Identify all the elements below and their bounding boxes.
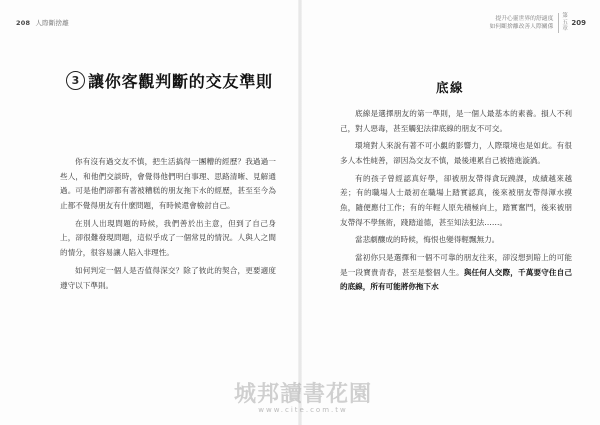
right-header-line-2: 如何斷捨離改善人際關係: [489, 23, 554, 30]
right-page-number: 209: [571, 18, 586, 27]
right-header-line-1: 提升心靈世界的舒適度: [495, 15, 554, 22]
right-header-part: 第五章: [558, 13, 567, 33]
right-page-header: [490, 13, 586, 33]
left-paragraph-1: 你有沒有過交友不慎，把生活搞得一團糟的經歷？我過過一些人，和他們交談時，會覺得他們明白事理、思路清晰、見解通過。可是他們卻都有著被糟糕的朋友拖下水的經歷，甚至至今為止都不覺得朋友有什麼問題，有時候還會檢討自己。: [60, 157, 276, 210]
right-paragraph-5: [340, 251, 572, 295]
right-paragraph-5-text: 當初你只是選擇和一個不可靠的朋友往來，卻沒想到賠上的可能是一段寶貴青春，甚至是整個人生。: [340, 253, 572, 277]
left-body-text: [60, 155, 276, 297]
right-paragraph-4: 當悲劇釀成的時候，悔恨也變得輕飄無力。: [355, 235, 500, 245]
watermark-logo-text: 城邦讀書花園: [233, 382, 372, 407]
chapter-number: 3: [71, 74, 80, 87]
right-paragraph-3: 有的孩子曾經認真好學，卻被朋友帶得貪玩蹺課，成績越來越差；有的職場人士最初在職場上踏實認真，後來被朋友帶得渾水摸魚，隨便應付工作；有的年輕人原先積極向上，踏實奮鬥，後來被朋友帶得不學無術，踐踏道德，甚至知法犯法……。: [340, 173, 572, 227]
left-page-header: [16, 18, 69, 27]
chapter-number-circle: [66, 71, 85, 90]
watermark: [218, 383, 388, 414]
left-page-number: 208: [16, 19, 31, 27]
watermark-url: www.cite.com.tw: [258, 406, 348, 414]
right-body-text: [340, 107, 572, 298]
left-paragraph-2: 在別人出現問題的時候，我們善於出主意，但到了自己身上，卻很難發現問題，這似乎成了一個常見的情況。人與人之間的情分，很容易讓人陷入非理性。: [60, 218, 276, 257]
right-paragraph-2: 環境對人來說有著不可小覷的影響力，人際環境也是如此。有很多人本性純善，卻因為交友不慎，最後連累自己被捲進漩渦。: [340, 141, 572, 165]
left-paragraph-3: 如何判定一個人是否值得深交？除了彼此的契合，更要適度遵守以下準則。: [60, 265, 276, 290]
section-title: 底線: [435, 80, 464, 95]
right-paragraph-5-emphasis: 與任何人交際，千萬要守住自己的底線，所有可能將你拖下水: [340, 267, 573, 292]
left-header-title: 人際斷捨離: [35, 19, 69, 27]
chapter-heading: [66, 69, 273, 92]
right-paragraph-1: 底線是選擇朋友的第一準則，是一個人最基本的素養。損人不利己，對人惡毒，甚至觸犯法律底線的朋友不可交。: [340, 109, 572, 133]
chapter-title: 讓你客觀判斷的交友準則: [88, 72, 273, 91]
